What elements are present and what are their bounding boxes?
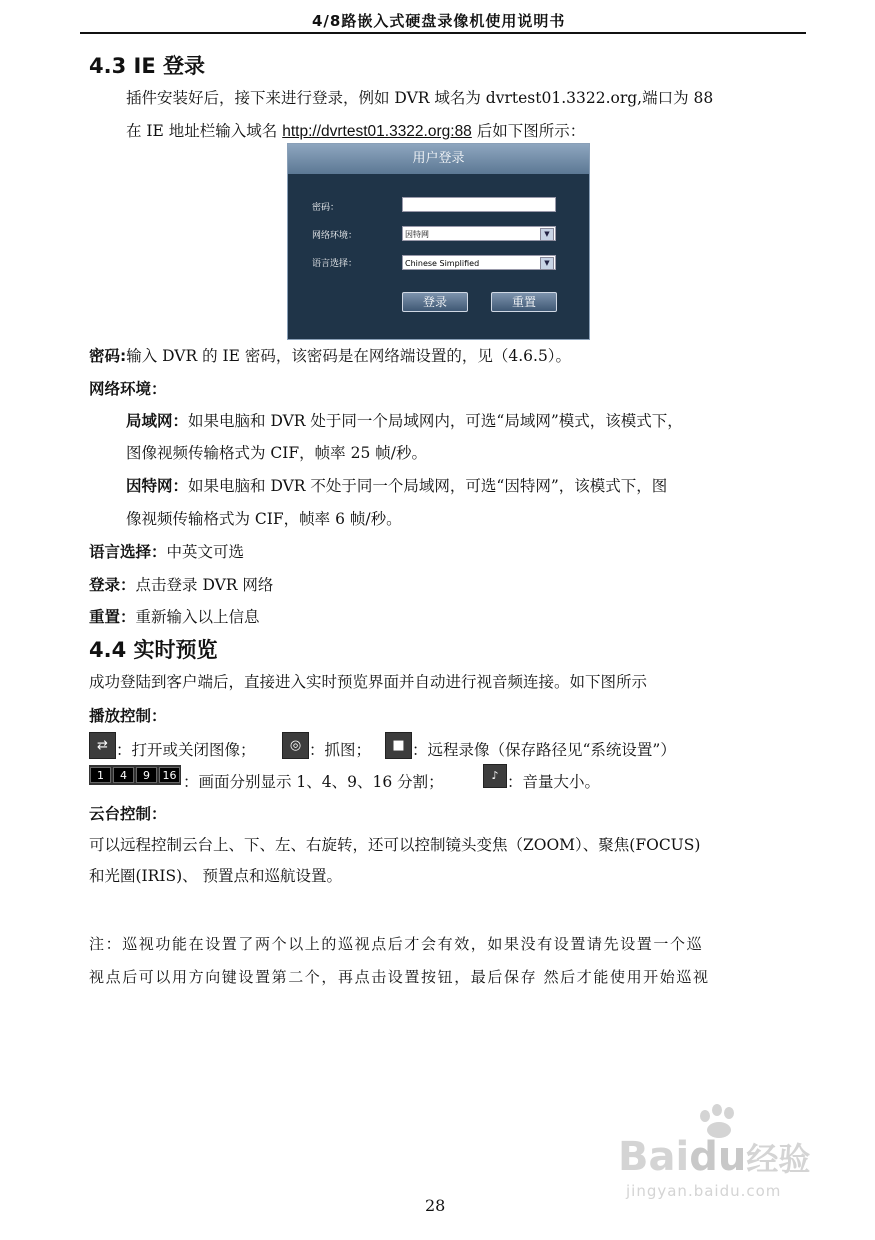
note-line-1: 注：巡视功能在设置了两个以上的巡视点后才会有效，如果没有设置请先设置一个巡	[89, 935, 704, 953]
desc-text: 如果电脑和 DVR 不处于同一个局域网，可选“因特网”，该模式下，图	[188, 477, 668, 495]
split-screen-buttons	[89, 765, 181, 785]
password-desc	[89, 344, 571, 366]
desc-text: 中英文可选	[166, 543, 245, 561]
desc-text: 重新输入以上信息	[135, 608, 260, 626]
watermark-brand: Baidu经验	[618, 1134, 811, 1180]
lan-desc-2: 图像视频传输格式为 CIF，帧率 25 帧/秒。	[126, 444, 427, 462]
intro-line-2-suffix: 后如下图所示：	[471, 122, 586, 140]
reset-button[interactable]: 重置	[491, 292, 557, 312]
split-1-button: 1	[90, 767, 111, 783]
section-heading-4-4: 4.4 实时预览	[89, 638, 218, 662]
login-dialog	[287, 143, 590, 340]
network-label: 网络环境：	[312, 231, 358, 241]
dialog-title: 用户登录	[288, 144, 589, 174]
network-select-value: 因特网	[405, 230, 429, 239]
chevron-down-icon: ▼	[540, 257, 554, 270]
camera-icon: ◎	[282, 732, 309, 759]
page-header	[80, 8, 806, 34]
password-label: 密码：	[312, 203, 340, 213]
split-desc: ：画面分别显示 1、4、9、16 分割；	[183, 773, 444, 791]
inet-desc-2: 像视频传输格式为 CIF，帧率 6 帧/秒。	[126, 510, 402, 528]
ptz-heading: 云台控制：	[89, 805, 167, 823]
baidu-watermark	[618, 1104, 828, 1204]
snapshot-desc: ：抓图；	[309, 741, 372, 759]
header-rule	[80, 32, 806, 34]
volume-desc: ：音量大小。	[507, 773, 601, 791]
ptz-desc-2: 和光圈(IRIS)、 预置点和巡航设置。	[89, 867, 343, 885]
toggle-desc: ：打开或关闭图像；	[116, 741, 256, 759]
network-heading: 网络环境：	[89, 380, 167, 398]
desc-text: 如果电脑和 DVR 处于同一个局域网内，可选“局域网”模式，该模式下，	[188, 412, 683, 430]
desc-text: 输入 DVR 的 IE 密码，该密码是在网络端设置的，见（4.6.5）。	[126, 347, 572, 365]
login-desc	[89, 573, 273, 595]
password-input[interactable]	[402, 197, 556, 212]
split-9-button: 9	[136, 767, 157, 783]
term: 局域网：	[126, 412, 189, 430]
split-16-button: 16	[159, 767, 180, 783]
preview-intro: 成功登陆到客户端后，直接进入实时预览界面并自动进行视音频连接。如下图所示	[89, 673, 648, 691]
ptz-desc-1: 可以远程控制云台上、下、左、右旋转，还可以控制镜头变焦（ZOOM）、聚焦(FOCUS)	[89, 836, 701, 854]
desc-text: 点击登录 DVR 网络	[135, 576, 274, 594]
language-desc	[89, 540, 244, 562]
volume-icon: ♪	[483, 764, 507, 788]
section-heading-4-3: 4.3 IE 登录	[89, 54, 205, 78]
playback-heading: 播放控制：	[89, 707, 167, 725]
lan-desc-1	[126, 409, 683, 431]
document-title: 4/8路嵌入式硬盘录像机使用说明书	[312, 12, 566, 30]
term: 因特网：	[126, 477, 189, 495]
intro-line-2-prefix: 在 IE 地址栏输入域名	[126, 122, 283, 140]
term: 密码:	[89, 347, 127, 365]
language-select-value: Chinese Simplified	[405, 259, 480, 268]
network-select[interactable]	[402, 226, 556, 241]
intro-line-2	[126, 119, 585, 141]
language-label: 语言选择：	[312, 259, 358, 269]
watermark-url: jingyan.baidu.com	[626, 1182, 782, 1200]
page-number: 28	[425, 1196, 446, 1215]
login-button[interactable]: 登录	[402, 292, 468, 312]
reset-desc	[89, 605, 260, 627]
note-line-2: 视点后可以用方向键设置第二个，再点击设置按钮，最后保存 然后才能使用开始巡视	[89, 968, 710, 986]
toggle-image-icon: ⇄	[89, 732, 116, 759]
record-desc: ：远程录像（保存路径见“系统设置”）	[412, 741, 676, 759]
term: 登录：	[89, 576, 136, 594]
dvr-url-link[interactable]: http://dvrtest01.3322.org:88	[282, 123, 472, 140]
inet-desc-1	[126, 474, 667, 496]
term: 重置：	[89, 608, 136, 626]
intro-line-1: 插件安装好后，接下来进行登录，例如 DVR 域名为 dvrtest01.3322.org,端口为 88	[126, 89, 714, 107]
language-select[interactable]	[402, 255, 556, 270]
video-record-icon: ■	[385, 732, 412, 759]
chevron-down-icon: ▼	[540, 228, 554, 241]
split-4-button: 4	[113, 767, 134, 783]
term: 语言选择：	[89, 543, 167, 561]
